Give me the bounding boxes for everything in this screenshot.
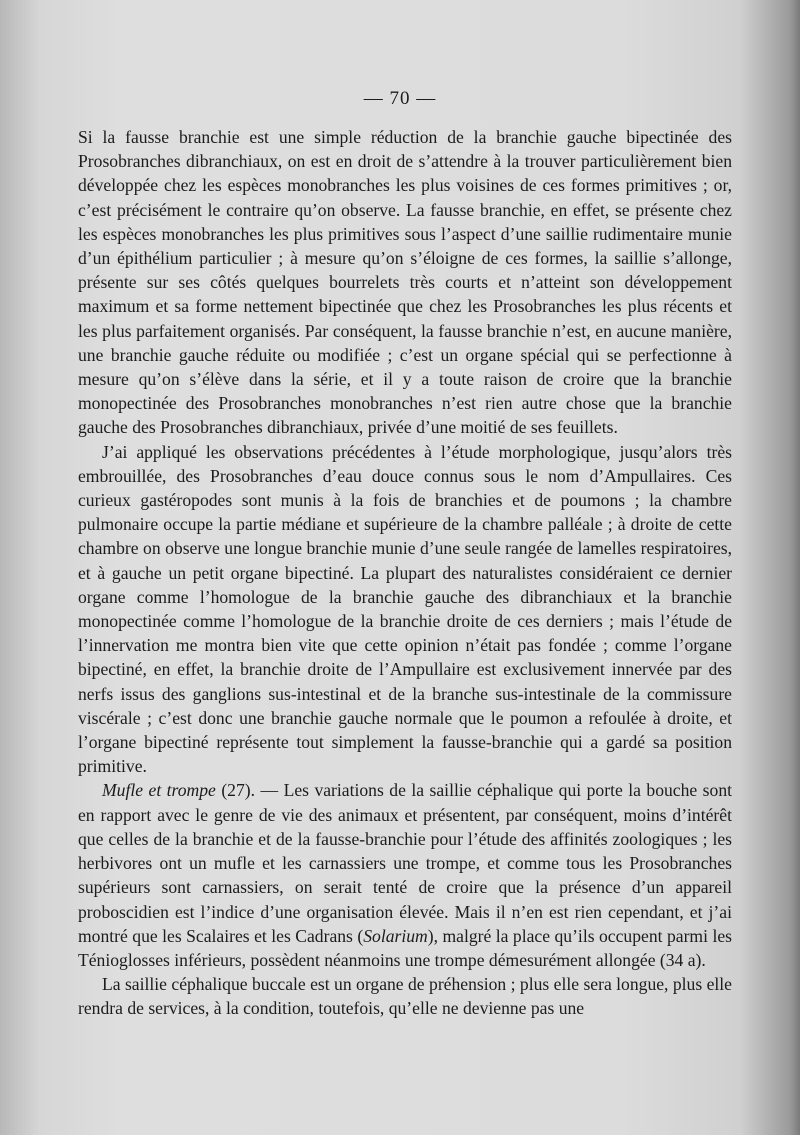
section-heading-mufle-trompe: Mufle et trompe — [102, 780, 216, 801]
figure-reference: (27). — [215, 780, 256, 801]
paragraph-mufle-trompe — [78, 778, 732, 972]
paragraph-text: — Les variations de la saillie céphalique qui porte la bouche sont en rapport avec le genre de vie des animaux et présentent, par conséquent, moins d’intérêt que celles de la branchie et de la fausse-branchie pour l’étude des affinités zoologiques ; les herbivores ont un mufle et les carnassiers une trompe, et comme tous les Prosobranches supérieurs sont carnassiers, on serait tenté de croire que la présence d’un appareil proboscidien est l’indice d’une organisation élevée. Mais il n’en est rien cependant, et j’ai montré que les Scalaires et les Cadrans ( — [78, 780, 732, 946]
page-number: — 70 — — [363, 88, 437, 109]
paragraph-fausse-branchie: Si la fausse branchie est une simple réduction de la branchie gauche bipectinée des Prosobranches dibranchiaux, on est en droit de s’attendre à la trouver particulièrement bien développée chez les espèces monobranches les plus voisines de ces formes primitives ; or, c’est précisément le contraire qu’on observe. La fausse branchie, en effet, se présente chez les espèces monobranches les plus primitives sous l’aspect d’une saillie rudimentaire munie d’un épithélium particulier ; à mesure qu’on s’éloigne de ces formes, la saillie s’allonge, présente sur ses côtés quelques bourrelets très courts et n’atteint son développement maximum et sa forme nettement bipectinée que chez les Prosobranches les plus récents et les plus parfaitement organisés. Par conséquent, la fausse branchie n’est, en aucune manière, une branchie gauche réduite ou modifiée ; c’est un organe spécial qui se perfectionne à mesure qu’on s’élève dans la série, et il y a toute raison de croire que la branchie monopectinée des Prosobranches monobranches n’est rien autre chose que la branchie gauche des Prosobranches dibranchiaux, privée d’une moitié de ses feuillets. — [78, 127, 732, 438]
paragraph-saillie-cephalique: La saillie céphalique buccale est un organe de préhension ; plus elle sera longue, plus elle rendra de services, à la condition, toutefois, qu’elle ne devienne pas une — [78, 974, 732, 1019]
paragraph-text-end: ), malgré la place qu’ils occupent parmi les Ténioglosses inférieurs, possèdent néanmoins une trompe démesurément allongée (34 a). — [78, 925, 732, 970]
genus-name: Solarium — [363, 925, 428, 946]
body-text — [78, 125, 732, 1021]
paragraph-ampullaires: J’ai appliqué les observations précédentes à l’étude morphologique, jusqu’alors très embrouillée, des Prosobranches d’eau douce connus sous le nom d’Ampullaires. Ces curieux gastéropodes sont munis à la fois de branchies et de poumons ; la chambre pulmonaire occupe la partie médiane et supérieure de la chambre palléale ; à droite de cette chambre on observe une longue branchie munie d’une seule rangée de lamelles respiratoires, et à gauche un petit organe bipectiné. La plupart des naturalistes considéraient ce dernier organe comme l’homologue de la branchie gauche des dibranchiaux et la branchie monopectinée comme l’homologue de la branchie droite de ces derniers ; mais l’étude de l’innervation me montra bien vite que cette opinion n’était pas fondée ; comme l’organe bipectiné, en effet, la branchie droite de l’Ampullaire est exclusivement innervée par des nerfs issus des ganglions sus-intestinal et de la branche sus-intestinale de la commissure viscérale ; c’est donc une branchie gauche normale que le poumon a refoulée à droite, et l’organe bipectiné représente tout simplement la fausse-branchie qui a gardé sa position primitive. — [78, 441, 732, 777]
